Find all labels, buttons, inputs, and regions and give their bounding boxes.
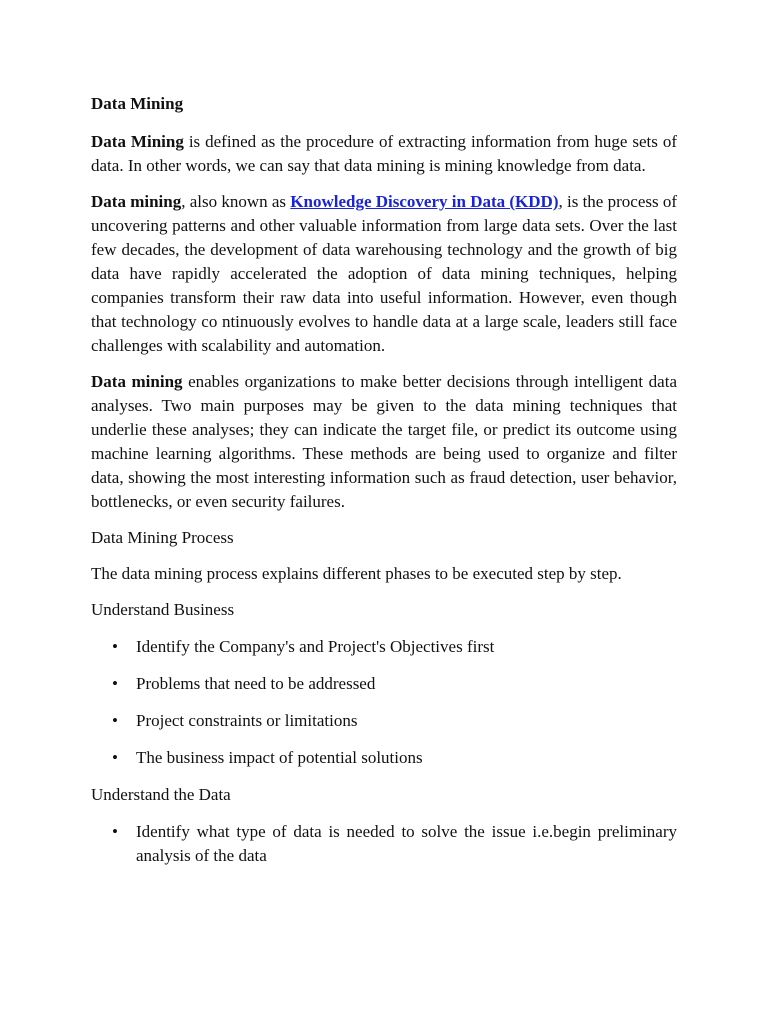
list-item: • The business impact of potential solutions	[91, 746, 677, 770]
document-title: Data Mining	[91, 94, 184, 113]
bullet-icon: •	[112, 674, 118, 693]
list-item: • Identify what type of data is needed to solve the issue i.e.begin preliminary analysis of the data	[112, 822, 677, 865]
bullet-icon: •	[112, 748, 118, 767]
process-intro: The data mining process explains different phases to be executed step by step.	[91, 564, 622, 583]
paragraph-lead: Data mining	[91, 372, 183, 391]
paragraph-definition	[91, 130, 677, 178]
bullet-icon: •	[112, 822, 118, 841]
paragraph-lead: Data mining	[91, 192, 182, 211]
paragraph-text: is defined as the procedure of extracting information from huge sets of data. In other words, we can say that data mining is mining knowledge from data.	[91, 132, 677, 175]
bullet-icon: •	[112, 637, 118, 656]
paragraph-text: , is the process of uncovering patterns and other valuable information from large data sets. Over the last few decades, the development of data warehousing technology and the growth of big data have rapidly accelerated the adoption of data mining techniques, helping companies transform their raw data into useful information. However, even though that technology co ntinuously evolves to handle data at a large scale, leaders still face challenges with scalability and automation.	[91, 192, 678, 355]
section-heading-understand-business: Understand Business	[91, 600, 235, 619]
section-heading-process: Data Mining Process	[91, 528, 234, 547]
data-list	[91, 820, 677, 868]
paragraph-decisions	[91, 370, 677, 514]
kdd-link[interactable]: Knowledge Discovery in Data (KDD)	[290, 192, 559, 211]
list-item: • Identify the Company's and Project's Objectives first	[91, 635, 677, 659]
business-list	[91, 635, 677, 770]
paragraph-text: enables organizations to make better decisions through intelligent data analyses. Two main purposes may be given to the data mining techniques that underlie these analyses; they can indicate the target file, or predict its outcome using machine learning algorithms. These methods are being used to organize and filter data, showing the most interesting information such as fraud detection, user behavior, bottlenecks, or even security failures.	[91, 372, 677, 511]
paragraph-lead: Data Mining	[91, 132, 184, 151]
bullet-icon: •	[112, 711, 118, 730]
section-heading-understand-data: Understand the Data	[91, 785, 231, 804]
paragraph-kdd	[91, 190, 677, 358]
list-item: • Project constraints or limitations	[91, 709, 677, 733]
paragraph-text: , also known as	[181, 192, 291, 211]
list-item: • Problems that need to be addressed	[91, 672, 677, 696]
